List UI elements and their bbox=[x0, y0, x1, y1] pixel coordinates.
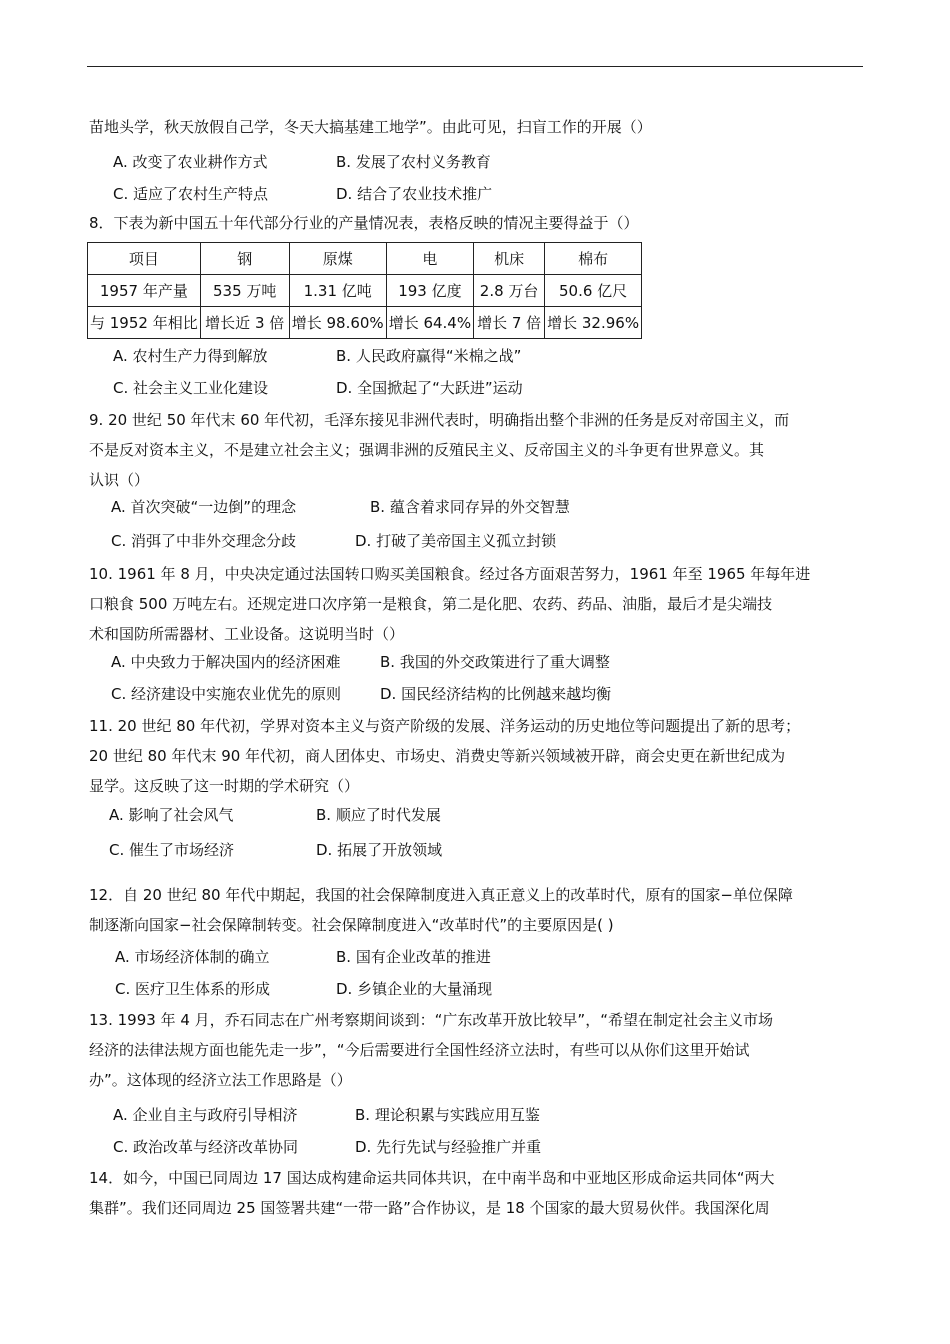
table-cell: 1957 年产量 bbox=[88, 275, 201, 307]
q11-stem-line: 显学。这反映了这一时期的学术研究（） bbox=[89, 777, 360, 795]
q7-option-b: B. 发展了农村义务教育 bbox=[336, 153, 491, 171]
q10-option-a: A. 中央致力于解决国内的经济困难 bbox=[111, 653, 341, 671]
q12-stem-line: 12．自 20 世纪 80 年代中期起，我国的社会保障制度进入真正意义上的改革时代，原有的国家−单位保障 bbox=[89, 886, 793, 904]
q11-option-b: B. 顺应了时代发展 bbox=[316, 806, 441, 824]
q11-option-c: C. 催生了市场经济 bbox=[109, 841, 235, 859]
q13-option-b: B. 理论积累与实践应用互鉴 bbox=[355, 1106, 540, 1124]
q9-option-d: D. 打破了美帝国主义孤立封锁 bbox=[355, 532, 557, 550]
q7-option-a: A. 改变了农业耕作方式 bbox=[113, 153, 268, 171]
table-cell: 增长 64.4% bbox=[386, 307, 473, 339]
table-cell: 增长 98.60% bbox=[289, 307, 386, 339]
q10-stem-line: 术和国防所需器材、工业设备。这说明当时（） bbox=[89, 625, 405, 643]
table-cell: 与 1952 年相比 bbox=[88, 307, 201, 339]
table-cell: 535 万吨 bbox=[200, 275, 289, 307]
q9-option-b: B. 蕴含着求同存异的外交智慧 bbox=[370, 498, 570, 516]
table-cell: 增长 7 倍 bbox=[474, 307, 545, 339]
table-row bbox=[88, 275, 642, 307]
table-cell: 增长近 3 倍 bbox=[200, 307, 289, 339]
q11-option-a: A. 影响了社会风气 bbox=[109, 806, 234, 824]
header-rule bbox=[87, 66, 863, 67]
q13-option-c: C. 政治改革与经济改革协同 bbox=[113, 1138, 299, 1156]
q12-option-b: B. 国有企业改革的推进 bbox=[336, 948, 491, 966]
table-header-cell: 棉布 bbox=[545, 243, 642, 275]
table-header-cell: 钢 bbox=[200, 243, 289, 275]
table-header-row bbox=[88, 243, 642, 275]
q7-option-c: C. 适应了农村生产特点 bbox=[113, 185, 269, 203]
table-cell: 193 亿度 bbox=[386, 275, 473, 307]
q13-stem-line: 13. 1993 年 4 月，乔石同志在广州考察期间谈到：“广东改革开放比较早”，“希望在制定社会主义市场 bbox=[89, 1011, 773, 1029]
q11-option-d: D. 拓展了开放领域 bbox=[316, 841, 443, 859]
q13-stem-line: 办”。这体现的经济立法工作思路是（） bbox=[89, 1071, 352, 1089]
q14-stem-line: 14．如今，中国已同周边 17 国达成构建命运共同体共识，在中南半岛和中亚地区形成命运共同体“两大 bbox=[89, 1169, 775, 1187]
q10-option-b: B. 我国的外交政策进行了重大调整 bbox=[380, 653, 610, 671]
q11-stem-line: 20 世纪 80 年代末 90 年代初，商人团体史、市场史、消费史等新兴领域被开辟，商会史更在新世纪成为 bbox=[89, 747, 786, 765]
q8-stem: 8．下表为新中国五十年代部分行业的产量情况表，表格反映的情况主要得益于（） bbox=[89, 214, 639, 232]
q8-option-c: C. 社会主义工业化建设 bbox=[113, 379, 269, 397]
q9-stem-line: 9. 20 世纪 50 年代末 60 年代初，毛泽东接见非洲代表时，明确指出整个非洲的任务是反对帝国主义，而 bbox=[89, 411, 790, 429]
q8-option-b: B. 人民政府赢得“米棉之战” bbox=[336, 347, 522, 365]
q10-stem-line: 10. 1961 年 8 月，中央决定通过法国转口购买美国粮食。经过各方面艰苦努力，1961 年至 1965 年每年进 bbox=[89, 565, 811, 583]
q14-stem-line: 集群”。我们还同周边 25 国签署共建“一带一路”合作协议，是 18 个国家的最大贸易伙伴。我国深化周 bbox=[89, 1199, 770, 1217]
q7-stem-tail: 苗地头学，秋天放假自己学，冬天大搞基建工地学”。由此可见，扫盲工作的开展（） bbox=[89, 118, 652, 136]
q12-stem-line: 制逐渐向国家−社会保障制转变。社会保障制度进入“改革时代”的主要原因是( ) bbox=[89, 916, 614, 934]
q9-stem-line: 不是反对资本主义，不是建立社会主义；强调非洲的反殖民主义、反帝国主义的斗争更有世界意义。其 bbox=[89, 441, 765, 459]
table-cell: 增长 32.96% bbox=[545, 307, 642, 339]
q9-option-a: A. 首次突破“一边倒”的理念 bbox=[111, 498, 297, 516]
q13-option-d: D. 先行先试与经验推广并重 bbox=[355, 1138, 542, 1156]
q9-option-c: C. 消弭了中非外交理念分歧 bbox=[111, 532, 297, 550]
q9-stem-line: 认识（） bbox=[89, 471, 150, 489]
q8-option-a: A. 农村生产力得到解放 bbox=[113, 347, 268, 365]
q10-stem-line: 口粮食 500 万吨左右。还规定进口次序第一是粮食，第二是化肥、农药、药品、油脂，最后才是尖端技 bbox=[89, 595, 773, 613]
table-header-cell: 机床 bbox=[474, 243, 545, 275]
q10-option-c: C. 经济建设中实施农业优先的原则 bbox=[111, 685, 342, 703]
q12-option-c: C. 医疗卫生体系的形成 bbox=[115, 980, 271, 998]
q13-option-a: A. 企业自主与政府引导相济 bbox=[113, 1106, 298, 1124]
table-row bbox=[88, 307, 642, 339]
q8-production-table bbox=[87, 242, 642, 339]
q13-stem-line: 经济的法律法规方面也能先走一步”，“今后需要进行全国性经济立法时，有些可以从你们这里开始试 bbox=[89, 1041, 750, 1059]
q12-option-d: D. 乡镇企业的大量涌现 bbox=[336, 980, 493, 998]
table-cell: 50.6 亿尺 bbox=[545, 275, 642, 307]
table-header-cell: 原煤 bbox=[289, 243, 386, 275]
table-cell: 2.8 万台 bbox=[474, 275, 545, 307]
q7-option-d: D. 结合了农业技术推广 bbox=[336, 185, 493, 203]
q8-option-d: D. 全国掀起了“大跃进”运动 bbox=[336, 379, 523, 397]
table-cell: 1.31 亿吨 bbox=[289, 275, 386, 307]
q12-option-a: A. 市场经济体制的确立 bbox=[115, 948, 270, 966]
table-header-cell: 项目 bbox=[88, 243, 201, 275]
q11-stem-line: 11. 20 世纪 80 年代初，学界对资本主义与资产阶级的发展、洋务运动的历史地位等问题提出了新的思考； bbox=[89, 717, 801, 735]
table-header-cell: 电 bbox=[386, 243, 473, 275]
q10-option-d: D. 国民经济结构的比例越来越均衡 bbox=[380, 685, 612, 703]
